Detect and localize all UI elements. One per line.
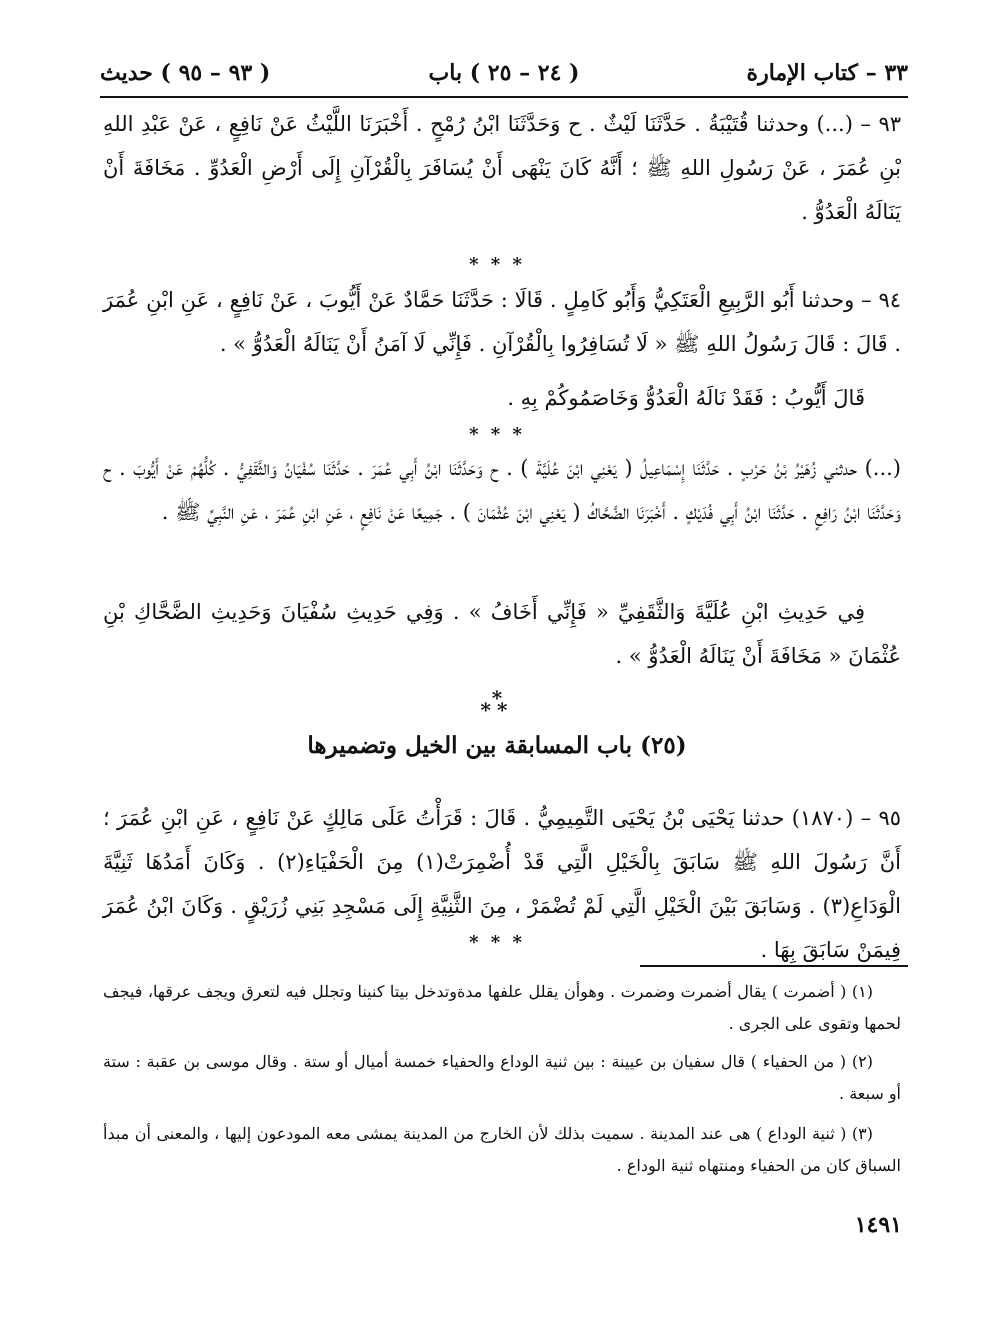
header-chapter-range: ( ٢٤ – ٢٥ ) باب xyxy=(428,60,580,86)
running-header xyxy=(100,52,908,92)
hadith-94-variant-note: فِي حَدِيثِ ابْنِ عُلَيَّةَ وَالثَّقَفِيِّ « فَإِنِّي أَخَافُ » . وَفِي حَدِيثِ سُفْيَانَ وَحَدِيثِ الضَّحَّاكِ بْنِ عُثْمَانَ « مَخَافَةَ أَنْ يَنَالَهُ الْعَدُوُّ » . xyxy=(103,600,901,668)
hadith-94-comment: قَالَ أَيُّوبُ : فَقَدْ نَالَهُ الْعَدُوُّ وَخَاصَمُوكُمْ بِهِ . xyxy=(507,386,865,410)
hadith-94-variant: (...) حدثني زُهَيْرُ بْنُ حَرْبٍ . حَدَّثَنَا إِسْمَاعِيلُ ( يَعْنِي ابْنَ عُلَيَّةَ ) . ح وَحَدَّثَنَا ابْنُ أَبِي عُمَرَ . حَدَّثَنَا سُفْيَانُ وَالثَّقَفِيُّ . كُلُّهُمْ عَنْ أَيُّوبَ . ح وَحَدَّثَنَا ابْنُ رَافِعٍ . حَدَّثَنَا ابْنُ أَبِي فُدَيْكٍ . أَخْبَرَنَا الضَّحَّاكُ ( يَعْنِي ابْنَ عُثْمَانَ ) . جَمِيعًا عَنْ نَافِعٍ ، عَنِ ابْنِ عُمَرَ ، عَنِ النَّبِيِّ ﷺ . xyxy=(103,456,901,524)
chapter-title: (٢٥) باب المسابقة بين الخيل وتضميرها xyxy=(307,732,687,759)
section-separator: * * * xyxy=(469,254,525,275)
section-separator: * * * xyxy=(469,932,525,953)
section-separator: * * * xyxy=(469,424,525,445)
footnote-divider xyxy=(640,965,908,967)
page-number: ١٤٩١ xyxy=(854,1212,902,1238)
chapter-ornament: * ** xyxy=(480,686,514,722)
footnote-2: (٢) ( من الحفياء ) قال سفيان بن عيينة : بين ثنية الوداع والحفياء خمسة أميال أو ستة . وقال موسى بن عقبة : ستة أو سبعة . xyxy=(103,1052,901,1103)
header-hadith-range: ( ٩٣ – ٩٥ ) حديث xyxy=(100,60,271,86)
hadith-94: ٩٤ – وحدثنا أَبُو الرَّبِيعِ الْعَتَكِيُّ وَأَبُو كَامِلٍ . قَالَا : حَدَّثَنَا حَمَّادٌ عَنْ أَيُّوبَ ، عَنْ نَافِعٍ ، عَنِ ابْنِ عُمَرَ . قَالَ : قَالَ رَسُولُ اللهِ ﷺ « لَا تُسَافِرُوا بِالْقُرْآنِ . فَإِنِّي لَا آمَنُ أَنْ يَنَالَهُ الْعَدُوُّ » . xyxy=(103,288,901,356)
footnote-3: (٣) ( ثنية الوداع ) هى عند المدينة . سميت بذلك لأن الخارج من المدينة يمشى معه المودعون إليها ، والمعنى أن مبدأ السباق كان من الحفياء ومنتهاه ثنية الوداع . xyxy=(103,1124,901,1175)
header-divider xyxy=(100,96,908,98)
footnote-1: (١) ( أضمرت ) يقال أضمرت وضمرت . وهوأن يقلل علفها مدةوتدخل بيتا كنينا وتجلل فيه لتعرق ويجف عرقها، فيجف لحمها وتقوى على الجرى . xyxy=(103,982,901,1033)
hadith-93: ٩٣ – (...) وحدثنا قُتَيْبَةُ . حَدَّثَنَا لَيْثٌ . ح وَحَدَّثَنَا ابْنُ رُمْحٍ . أَخْبَرَنَا اللَّيْثُ عَنْ نَافِعٍ ، عَنْ عَبْدِ اللهِ بْنِ عُمَرَ ، عَنْ رَسُولِ اللهِ ﷺ ؛ أَنَّهُ كَانَ يَنْهَى أَنْ يُسَافَرَ بِالْقُرْآنِ إِلَى أَرْضِ الْعَدُوِّ . مَخَافَةَ أَنْ يَنَالَهُ الْعَدُوُّ . xyxy=(103,112,901,224)
header-book-title: ٣٣ – كتاب الإمارة xyxy=(746,60,908,86)
hadith-95: ٩٥ – (١٨٧٠) حدثنا يَحْيَى بْنُ يَحْيَى التَّمِيمِيُّ . قَالَ : قَرَأْتُ عَلَى مَالِكٍ عَنْ نَافِعٍ ، عَنِ ابْنِ عُمَرَ ؛ أَنَّ رَسُولَ اللهِ ﷺ سَابَقَ بِالْخَيْلِ الَّتِي قَدْ أُضْمِرَتْ(١) مِنَ الْحَفْيَاءِ(٢) . وَكَانَ أَمَدُهَا ثَنِيَّةَ الْوَدَاعِ(٣) . وَسَابَقَ بَيْنَ الْخَيْلِ الَّتِي لَمْ تُضْمَرْ ، مِنَ الثَّنِيَّةِ إِلَى مَسْجِدِ بَنِي زُرَيْقٍ . وَكَانَ ابْنُ عُمَرَ فِيمَنْ سَابَقَ بِهَا . xyxy=(103,806,901,962)
